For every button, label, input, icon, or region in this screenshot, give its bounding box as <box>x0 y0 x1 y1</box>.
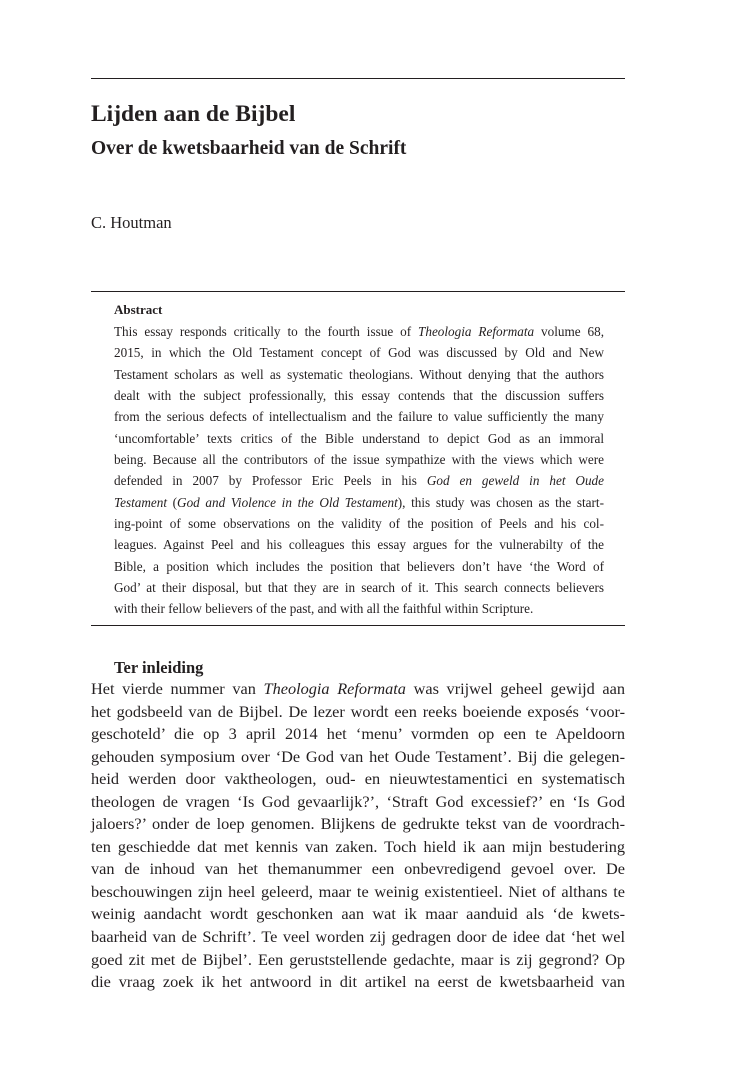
abstract-line: being. Because all the contributors of the issue sympathize with the views which were <box>114 452 604 468</box>
abstract-line: leagues. Against Peel and his colleagues this essay argues for the vulnerabilty of the <box>114 537 604 553</box>
abstract-line: from the serious defects of intellectualism and the failure to value sufficiently the many <box>114 409 604 425</box>
body-line: beschouwingen zijn heel geleerd, maar te weinig existentieel. Niet of althans te <box>91 881 625 901</box>
body-line: heid werden door vaktheologen, oud- en nieuwtestamentici en systematisch <box>91 769 625 789</box>
body-line: theologen de vragen ‘Is God gevaarlijk?’, ‘Straft God excessief?’ en ‘Is God <box>91 791 625 811</box>
body-line: die vraag zoek ik het antwoord in dit artikel na eerst de kwetsbaarheid van <box>91 972 625 992</box>
body-line: goed zit met de Bijbel’. Een geruststellende gedachte, maar is zij gegrond? Op <box>91 949 625 969</box>
abstract-bottom-rule <box>91 625 625 626</box>
section-heading: Ter inleiding <box>114 658 204 677</box>
body-line: geschoteld’ die op 3 april 2014 het ‘menu’ vormden op een te Apeldoorn <box>91 724 625 744</box>
abstract-line: God’ at their disposal, but that they are in search of it. This search connects believers <box>114 580 604 596</box>
article-author: C. Houtman <box>91 213 172 232</box>
body-line: weinig aandacht wordt geschonken aan wat ik maar aanduid als ‘de kwets- <box>91 904 625 924</box>
body-line: Het vierde nummer van Theologia Reformata was vrijwel geheel gewijd aan <box>91 679 625 698</box>
abstract-line: ing-point of some observations on the validity of the position of Peels and his col- <box>114 516 604 532</box>
abstract-line: ‘uncomfortable’ texts critics of the Bible understand to depict God as an immoral <box>114 430 604 446</box>
abstract-heading: Abstract <box>114 302 163 317</box>
section-body <box>91 678 625 994</box>
abstract-line: with their fellow believers of the past, and with all the faithful within Scripture. <box>114 601 534 617</box>
abstract-line: Bible, a position which includes the position that believers don’t have ‘the Word of <box>114 558 604 574</box>
abstract-line: 2015, in which the Old Testament concept of God was discussed by Old and New <box>114 345 604 361</box>
abstract-line: This essay responds critically to the fourth issue of Theologia Reformata volume 68, <box>114 324 604 339</box>
article-title: Lijden aan de Bijbel <box>91 101 296 127</box>
body-line: gehouden symposium over ‘De God van het Oude Testament’. Bij die gelegen- <box>91 746 625 766</box>
abstract-top-rule <box>91 291 625 292</box>
body-line: baarheid van de Schrift’. Te veel worden zij gedragen door de idee dat ‘het wel <box>91 927 625 947</box>
body-line: jaloers?’ onder de loep genomen. Blijkens de gedrukte tekst van de voordrach- <box>91 814 625 834</box>
body-line: ten geschiedde dat met kennis van zaken. Toch hield ik aan mijn bestudering <box>91 836 625 856</box>
abstract-line: Testament scholars as well as systematic theologians. Without denying that the authors <box>114 366 604 382</box>
body-line: het godsbeeld van de Bijbel. De lezer wordt een reeks boeiende exposés ‘voor- <box>91 701 625 721</box>
abstract-line: dealt with the subject professionally, this essay contends that the discussion suffers <box>114 388 604 404</box>
article-subtitle: Over de kwetsbaarheid van de Schrift <box>91 138 407 159</box>
abstract-body <box>114 321 604 620</box>
body-line: van de inhoud van het themanummer een onbevredigend gevoel over. De <box>91 859 625 879</box>
top-rule <box>91 78 625 79</box>
abstract-line: defended in 2007 by Professor Eric Peels in his God en geweld in het Oude <box>114 473 604 489</box>
abstract-line: Testament (God and Violence in the Old Testament), this study was chosen as the start- <box>114 494 604 510</box>
